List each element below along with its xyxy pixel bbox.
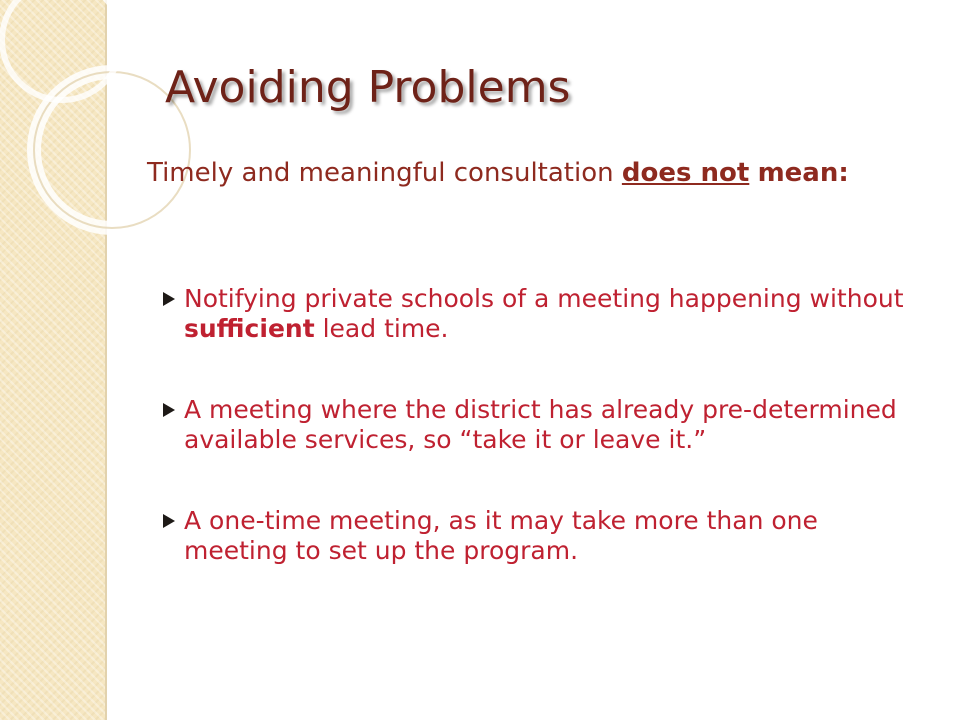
bullet-text: A one-time meeting, as it may take more than one meeting to set up the program. [184,506,818,565]
bullet-text-bold: sufficient [184,314,315,343]
bullet-text-after: lead time. [314,314,449,343]
intro-emphasis-underlined: does not [621,158,750,188]
bullet-text-before: Notifying private schools of a meeting happening without [184,284,904,313]
bullet-item [147,395,907,455]
intro-statement [147,158,932,189]
intro-lead: Timely and meaningful consultation [147,158,622,188]
arrow-right-icon [163,514,175,528]
bullet-list [147,284,907,617]
intro-space [749,158,757,188]
intro-emphasis-bold: mean: [757,158,849,188]
bullet-text: A meeting where the district has already pre-determined available services, so “take it or leave it.” [184,395,897,454]
decorative-rings [0,0,200,260]
bullet-item [147,284,907,344]
arrow-right-icon [163,403,175,417]
slide-title: Avoiding Problems [165,62,571,113]
bullet-item [147,506,907,566]
bullet-text [172,284,907,344]
arrow-right-icon [163,292,175,306]
